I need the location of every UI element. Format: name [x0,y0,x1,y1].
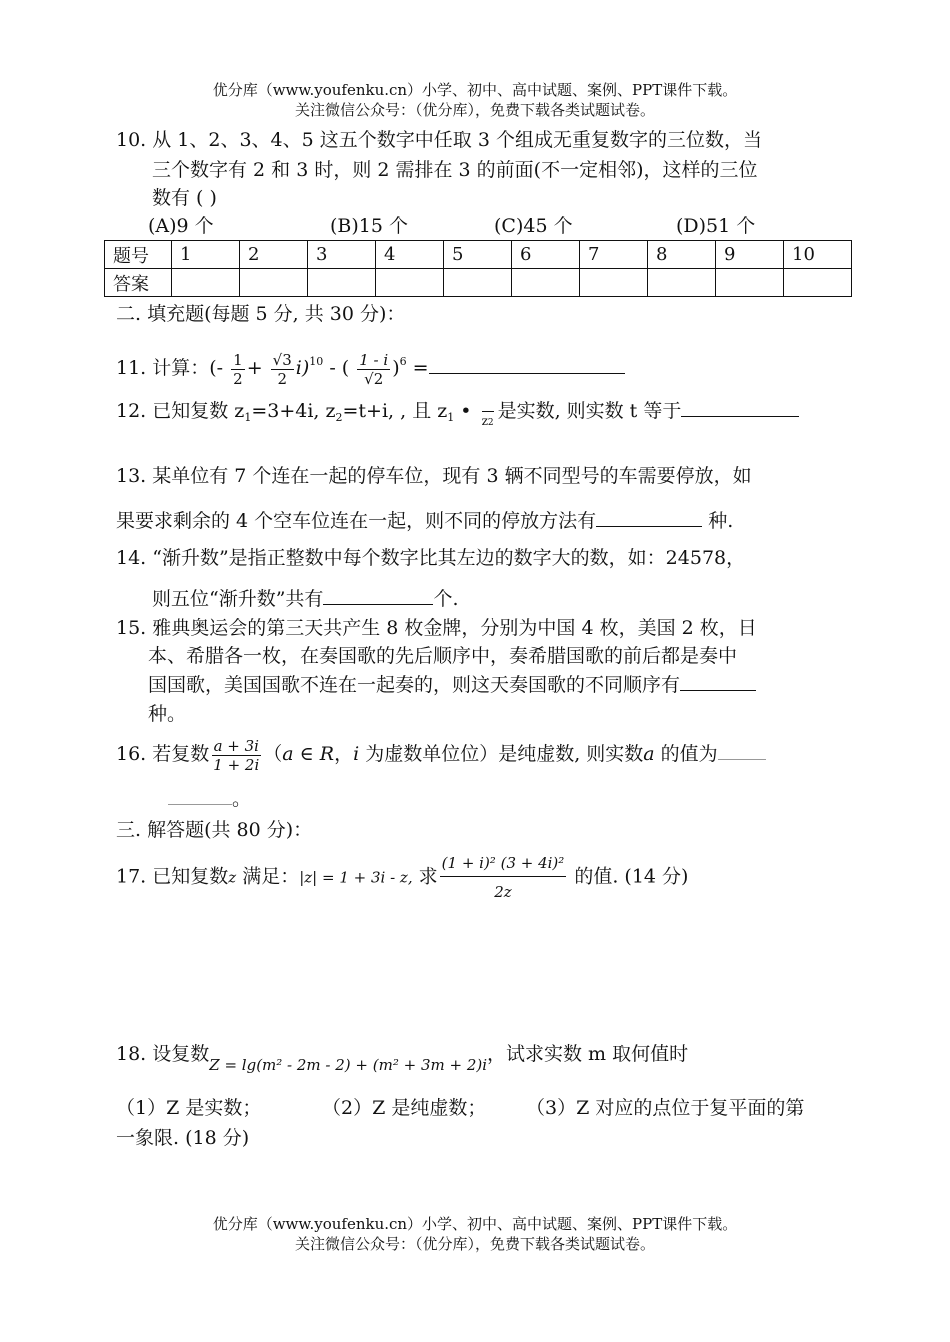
q17-num: (1 + i)² (3 + 4i)² [440,854,567,877]
answer-cell[interactable] [308,269,376,297]
q16 [116,736,766,774]
answer-cell[interactable] [512,269,580,297]
q12-zbar-index: 2 [487,418,494,428]
q13-answer-blank[interactable] [596,508,702,527]
q11-close: ) [392,357,400,379]
q16-paren-open: （ [263,743,283,765]
header-line-2: 关注微信公众号：（优分库），免费下载各类试题试卷。 [294,101,655,119]
q12-answer-blank[interactable] [681,398,799,417]
q11-equals: = [406,357,429,379]
section-3-title: 三. 解答题(共 80 分)： [116,819,313,841]
table-cell-number: 9 [716,241,784,269]
section-2-title: 二. 填充题(每题 5 分, 共 30 分)： [116,303,406,325]
q11-f2-den: 2 [277,369,287,388]
q11-f1-den: 2 [233,369,243,388]
q16-comma: ， [334,743,354,765]
q16-fraction [211,737,261,774]
answer-cell[interactable] [444,269,512,297]
q11-f1-num: 1 [233,350,243,369]
q16-line-2 [168,786,251,811]
q15-line-3 [148,672,756,697]
q18-formula: Z = lg(m² - 2m - 2) + (m² + 3m + 2)i [209,1056,488,1074]
q15-line-3-text: 国国歌，美国国歌不连在一起奏的，则这天奏国歌的不同顺序有 [148,674,681,696]
answer-cell[interactable] [648,269,716,297]
q18-part-3: （3）Z 对应的点位于复平面的第 [526,1097,805,1119]
q10-line-2: 三个数字有 2 和 3 时，则 2 需排在 3 的前面(不一定相邻)，这样的三位 [152,159,758,181]
answer-cell[interactable] [240,269,308,297]
answer-cell[interactable] [784,269,852,297]
table-cell-number: 4 [376,241,444,269]
q16-answer-blank[interactable] [718,741,766,760]
q10-option-b: (B)15 个 [330,215,409,237]
q11-exp-1: 10 [309,355,324,368]
q18-line-1 [116,1042,689,1074]
q12-sub-1: 1 [244,411,252,424]
header-line-1: 优分库（www.youfenku.cn）小学、初中、高中试题、案例、PPT课件下载。 [212,81,738,99]
q18-line-3: 一象限. (18 分) [116,1127,250,1149]
q12-text-3: =t+i, , 且 z [342,400,448,422]
q10-line-3: 数有 ( ) [152,187,217,209]
q18-prefix: 18. 设复数 [116,1043,210,1065]
q17-condition: |z| = 1 + 3i - z, [299,868,413,887]
q13-line-2 [116,508,733,533]
q11-f3-num: 1 - i [359,350,389,369]
table-cell-number: 10 [784,241,852,269]
q11-plus: + [246,357,263,379]
q11-answer-blank[interactable] [429,355,625,374]
q16-num: a + 3i [213,736,259,755]
q16-a: a [643,743,655,765]
q17-mid: 满足： [236,865,300,888]
q16-end: 。 [232,788,252,810]
q12-text-5: 是实数, 则实数 t 等于 [497,400,682,422]
q16-tail: 的值为 [654,743,718,765]
q11-fraction-2 [271,351,294,388]
q13-line-2b: 种. [702,510,734,532]
footer-line-1: 优分库（www.youfenku.cn）小学、初中、高中试题、案例、PPT课件下载。 [212,1215,738,1233]
q13-line-2a: 果要求剩余的 4 个空车位连在一起，则不同的停放方法有 [116,510,597,532]
q17-z: z [228,868,237,887]
q17 [116,854,688,901]
q18-part-2: （2）Z 是纯虚数； [322,1097,487,1119]
q18-tail: ，试求实数 m 取何值时 [487,1043,689,1065]
footer-line-2: 关注微信公众号：（优分库），免费下载各类试题试卷。 [294,1235,655,1253]
table-row-answers [105,269,852,297]
q16-i: i [353,743,360,765]
answer-cell[interactable] [716,269,784,297]
q15-line-4: 种。 [148,703,187,725]
table-cell-number: 3 [308,241,376,269]
q10-option-d: (D)51 个 [676,215,756,237]
q11-fraction-3 [357,351,390,388]
q10-option-c: (C)45 个 [494,215,573,237]
q18-part-1: （1）Z 是实数； [116,1097,262,1119]
table-row-numbers [105,241,852,269]
q11-f2-num: √3 [272,350,292,369]
q14-line-2b: 个. [433,588,459,610]
table-cell-number: 6 [512,241,580,269]
q11-f3-den: √2 [364,369,384,388]
table-cell-number: 1 [172,241,240,269]
q12-text-2: =3+4i, z [251,400,336,422]
q14-line-2 [152,586,458,611]
answer-cell[interactable] [172,269,240,297]
q15-line-2: 本、希腊各一枚，在奏国歌的先后顺序中，奏希腊国歌的前后都是奏中 [148,645,738,667]
q17-tail: 的值. (14 分) [568,865,689,888]
q12 [116,398,799,430]
q16-condition: a ∈ R [282,743,335,765]
q12-zbar-z: z [481,414,488,428]
q17-prefix: 17. 已知复数 [116,865,229,888]
q15-line-1: 15. 雅典奥运会的第三天共产生 8 枚金牌，分别为中国 4 枚，美国 2 枚，日 [116,617,757,639]
table-cell-number: 7 [580,241,648,269]
q11-fraction-1 [231,351,245,388]
answer-cell[interactable] [580,269,648,297]
q16-rest: 为虚数单位位）是纯虚数, 则实数 [359,743,644,765]
q11-exp-2: 6 [399,355,407,368]
q12-sub-2: 2 [335,411,343,424]
q16-den: 1 + 2i [213,755,260,774]
table-cell-number: 2 [240,241,308,269]
q12-text-1: 12. 已知复数 z [116,400,245,422]
q17-fraction [440,854,567,901]
q11-i: i) [295,357,310,379]
q14-line-2a: 则五位“渐升数”共有 [152,588,324,610]
q17-den: 2z [494,883,512,901]
q10-line-1: 10. 从 1、2、3、4、5 这五个数字中任取 3 个组成无重复数字的三位数，当 [116,129,762,151]
table-cell-number: 5 [444,241,512,269]
answer-table [104,240,852,297]
q14-line-1: 14. “渐升数”是指正整数中每个数字比其左边的数字大的数，如：24578， [116,547,746,569]
q11-open: (- [209,357,224,379]
q13-line-1: 13. 某单位有 7 个连在一起的停车位，现有 3 辆不同型号的车需要停放，如 [116,465,752,487]
q12-dot: • [454,400,478,422]
q17-ask: 求 [412,865,438,888]
table-cell-number: 8 [648,241,716,269]
q12-bar-line [482,411,494,412]
table-label-answer: 答案 [105,269,172,297]
q11-minus: - ( [323,357,350,379]
q14-answer-blank[interactable] [323,586,433,605]
answer-cell[interactable] [376,269,444,297]
table-label-number: 题号 [105,241,172,269]
q16-prefix: 16. 若复数 [116,743,210,765]
q11-prefix: 11. 计算： [116,357,210,379]
q16-answer-blank-2[interactable] [168,786,232,805]
q10-option-a: (A)9 个 [148,215,214,237]
q12-sub-3: 1 [447,411,455,424]
q12-zbar-label [482,414,494,430]
q11 [116,342,625,388]
q15-answer-blank[interactable] [680,672,756,691]
q12-zbar [478,402,498,428]
